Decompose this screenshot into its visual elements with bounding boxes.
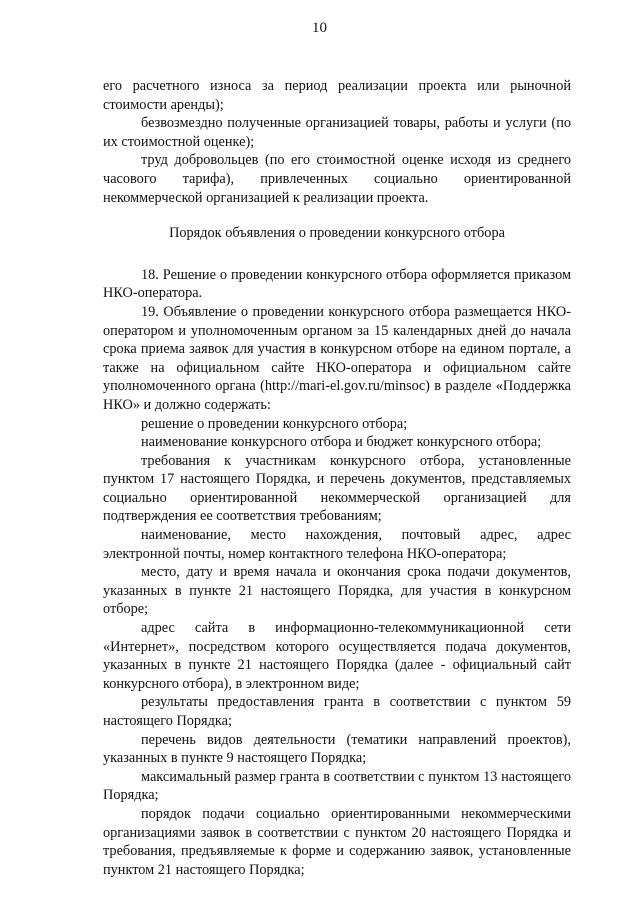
spacer: [103, 243, 571, 266]
list-item-activities: перечень видов деятельности (тематики направлений проектов), указанных в пункте 9 настоящего Порядка;: [103, 731, 571, 767]
paragraph-19: 19. Объявление о проведении конкурсного отбора размещается НКО-оператором и уполномоченным органом за 15 календарных дней до начала срока приема заявок для участия в конкурсном отборе на едином портале, а также на официальном сайте НКО-оператора и официальном сайте уполномоченного органа (http://mari-el.gov.ru/minsoc) в разделе «Поддержка НКО» и должно содержать:: [103, 303, 571, 413]
list-item-results: результаты предоставления гранта в соответствии с пунктом 59 настоящего Порядка;: [103, 694, 571, 729]
list-item-contacts: наименование, место нахождения, почтовый адрес, адрес электронной почты, номер контактного телефона НКО-оператора;: [103, 527, 571, 562]
list-item-submission: порядок подачи социально ориентированными некоммерческими организациями заявок в соответствии с пунктом 20 настоящего Порядка и требования, предъявляемые к форме и содержанию заявок, установленные пунктом 21 настоящего Порядка;: [103, 805, 571, 878]
spacer: [103, 207, 571, 224]
list-item-dates: место, дату и время начала и окончания срока подачи документов, указанных в пункте 21 настоящего Порядка, для участия в конкурсном отборе;: [103, 564, 571, 618]
page-number: 10: [312, 20, 327, 36]
list-item-max-grant: максимальный размер гранта в соответствии с пунктом 13 настоящего Порядка;: [103, 768, 571, 804]
paragraph-top-1: его расчетного износа за период реализации проекта или рыночной стоимости аренды);: [103, 78, 571, 113]
list-item-requirements: требования к участникам конкурсного отбора, установленные пунктом 17 настоящего Порядка, и перечень документов, представляемых социально ориентированной некоммерческой организацией для подтверждения ее соответствия требованиям;: [103, 452, 571, 525]
page-content: [103, 77, 571, 879]
list-item-name-budget: наименование конкурсного отбора и бюджет конкурсного отбора;: [141, 434, 542, 451]
list-item-decision: решение о проведении конкурсного отбора;: [141, 415, 408, 432]
list-item-website: адрес сайта в информационно-телекоммуникационной сети «Интернет», посредством которого осуществляется подача документов, указанных в пункте 21 настоящего Порядка (далее - официальный сайт конкурсного отбора), в электронном виде;: [103, 620, 571, 692]
paragraph-18: 18. Решение о проведении конкурсного отбора оформляется приказом НКО-оператора.: [103, 266, 571, 302]
section-heading: Порядок объявления о проведении конкурсного отбора: [169, 225, 505, 242]
paragraph-top-3: труд добровольцев (по его стоимостной оценке исходя из среднего часового тарифа), привлеченных социально ориентированной некоммерческой организацией к реализации проекта.: [103, 152, 571, 206]
paragraph-top-2: безвозмездно полученные организацией товары, работы и услуги (по их стоимостной оценке);: [103, 115, 571, 150]
